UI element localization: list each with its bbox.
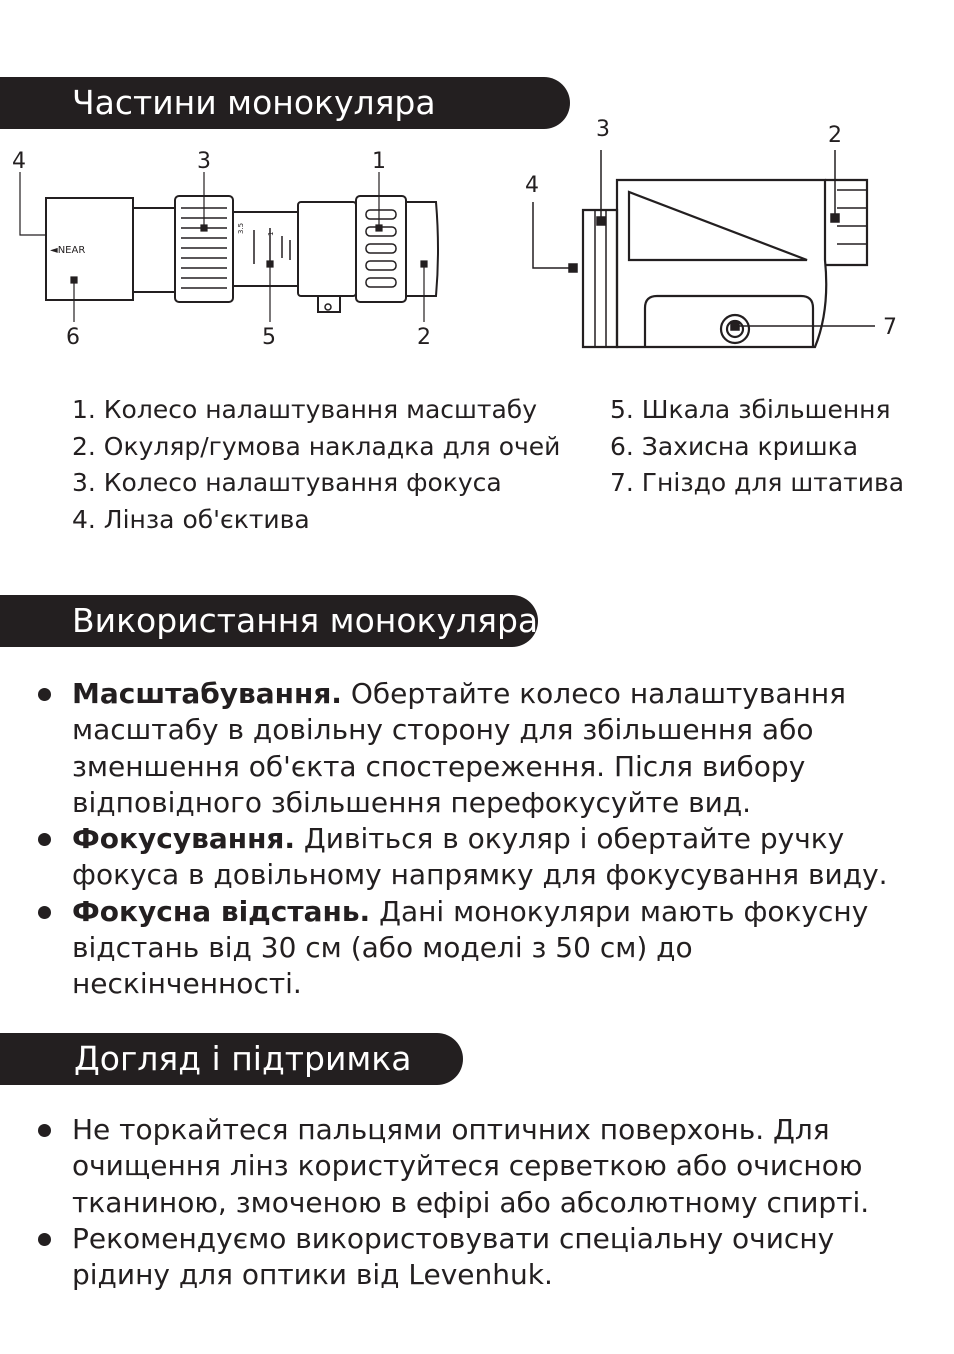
section-title-usage: Використання монокуляра bbox=[0, 595, 538, 647]
callout-2: 2 bbox=[828, 123, 842, 148]
section-title-parts: Частини монокуляра bbox=[0, 77, 570, 129]
callout-2: 2 bbox=[417, 325, 431, 350]
parts-list-col1 bbox=[72, 392, 560, 538]
scale-mark: 3.5 bbox=[237, 222, 245, 234]
callout-3: 3 bbox=[197, 149, 211, 174]
near-label: ◄NEAR bbox=[50, 245, 86, 256]
usage-list bbox=[36, 676, 916, 1003]
list-item bbox=[36, 676, 916, 821]
item-lead: Масштабування. bbox=[72, 677, 342, 710]
list-item bbox=[36, 1112, 916, 1221]
callout-5: 5 bbox=[262, 325, 276, 350]
scale-mark: 1 bbox=[267, 231, 275, 236]
list-item bbox=[36, 821, 916, 894]
list-item bbox=[36, 1221, 916, 1294]
list-item: 6. Захисна кришка bbox=[610, 431, 859, 461]
list-item: 1. Колесо налаштування масштабу bbox=[72, 395, 538, 424]
item-text: Рекомендуємо використовувати спеціальну очисну рідину для оптики від Levenhuk. bbox=[72, 1221, 835, 1292]
item-text: Дані монокуляри мають фокусну відстань від 30 см (або моделі з 50 см) до нескінченності. bbox=[72, 894, 869, 1001]
monocular-rear-diagram bbox=[515, 110, 915, 355]
item-lead: Фокусування. bbox=[72, 822, 296, 856]
list-item: 5. Шкала збільшення bbox=[610, 395, 891, 424]
parts-list-col2 bbox=[610, 392, 904, 502]
item-lead: Фокусна відстань. bbox=[72, 894, 371, 928]
list-item: 4. Лінза об'єктива bbox=[72, 504, 310, 534]
item-text: Дивіться в окуляр і обертайте ручку фокуса в довільному напрямку для фокусування виду. bbox=[72, 822, 888, 892]
item-text: Обертайте колесо налаштування масштабу в довільну сторону для збільшення або зменшення об'єкта спостереження. Після вибору відповідного збільшення перефокусуйте вид. bbox=[72, 677, 846, 819]
callout-4: 4 bbox=[525, 173, 539, 198]
callout-4: 4 bbox=[12, 149, 26, 174]
care-list bbox=[36, 1112, 916, 1293]
list-item: 7. Гніздо для штатива bbox=[610, 468, 905, 497]
item-text: Не торкайтеся пальцями оптичних поверхонь. Для очищення лінз користуйтеся серветкою або очисною тканиною, змоченою в ефірі або абсолютному спирті. bbox=[72, 1113, 870, 1219]
section-title-care: Догляд і підтримка bbox=[0, 1033, 463, 1085]
callout-3: 3 bbox=[596, 117, 610, 142]
list-item: 3. Колесо налаштування фокуса bbox=[72, 468, 502, 497]
list-item bbox=[36, 894, 916, 1003]
list-item: 2. Окуляр/гумова накладка для очей bbox=[72, 431, 561, 461]
callout-1: 1 bbox=[372, 149, 386, 174]
callout-6: 6 bbox=[66, 325, 80, 350]
monocular-side-diagram bbox=[0, 140, 470, 355]
callout-7: 7 bbox=[883, 315, 897, 340]
